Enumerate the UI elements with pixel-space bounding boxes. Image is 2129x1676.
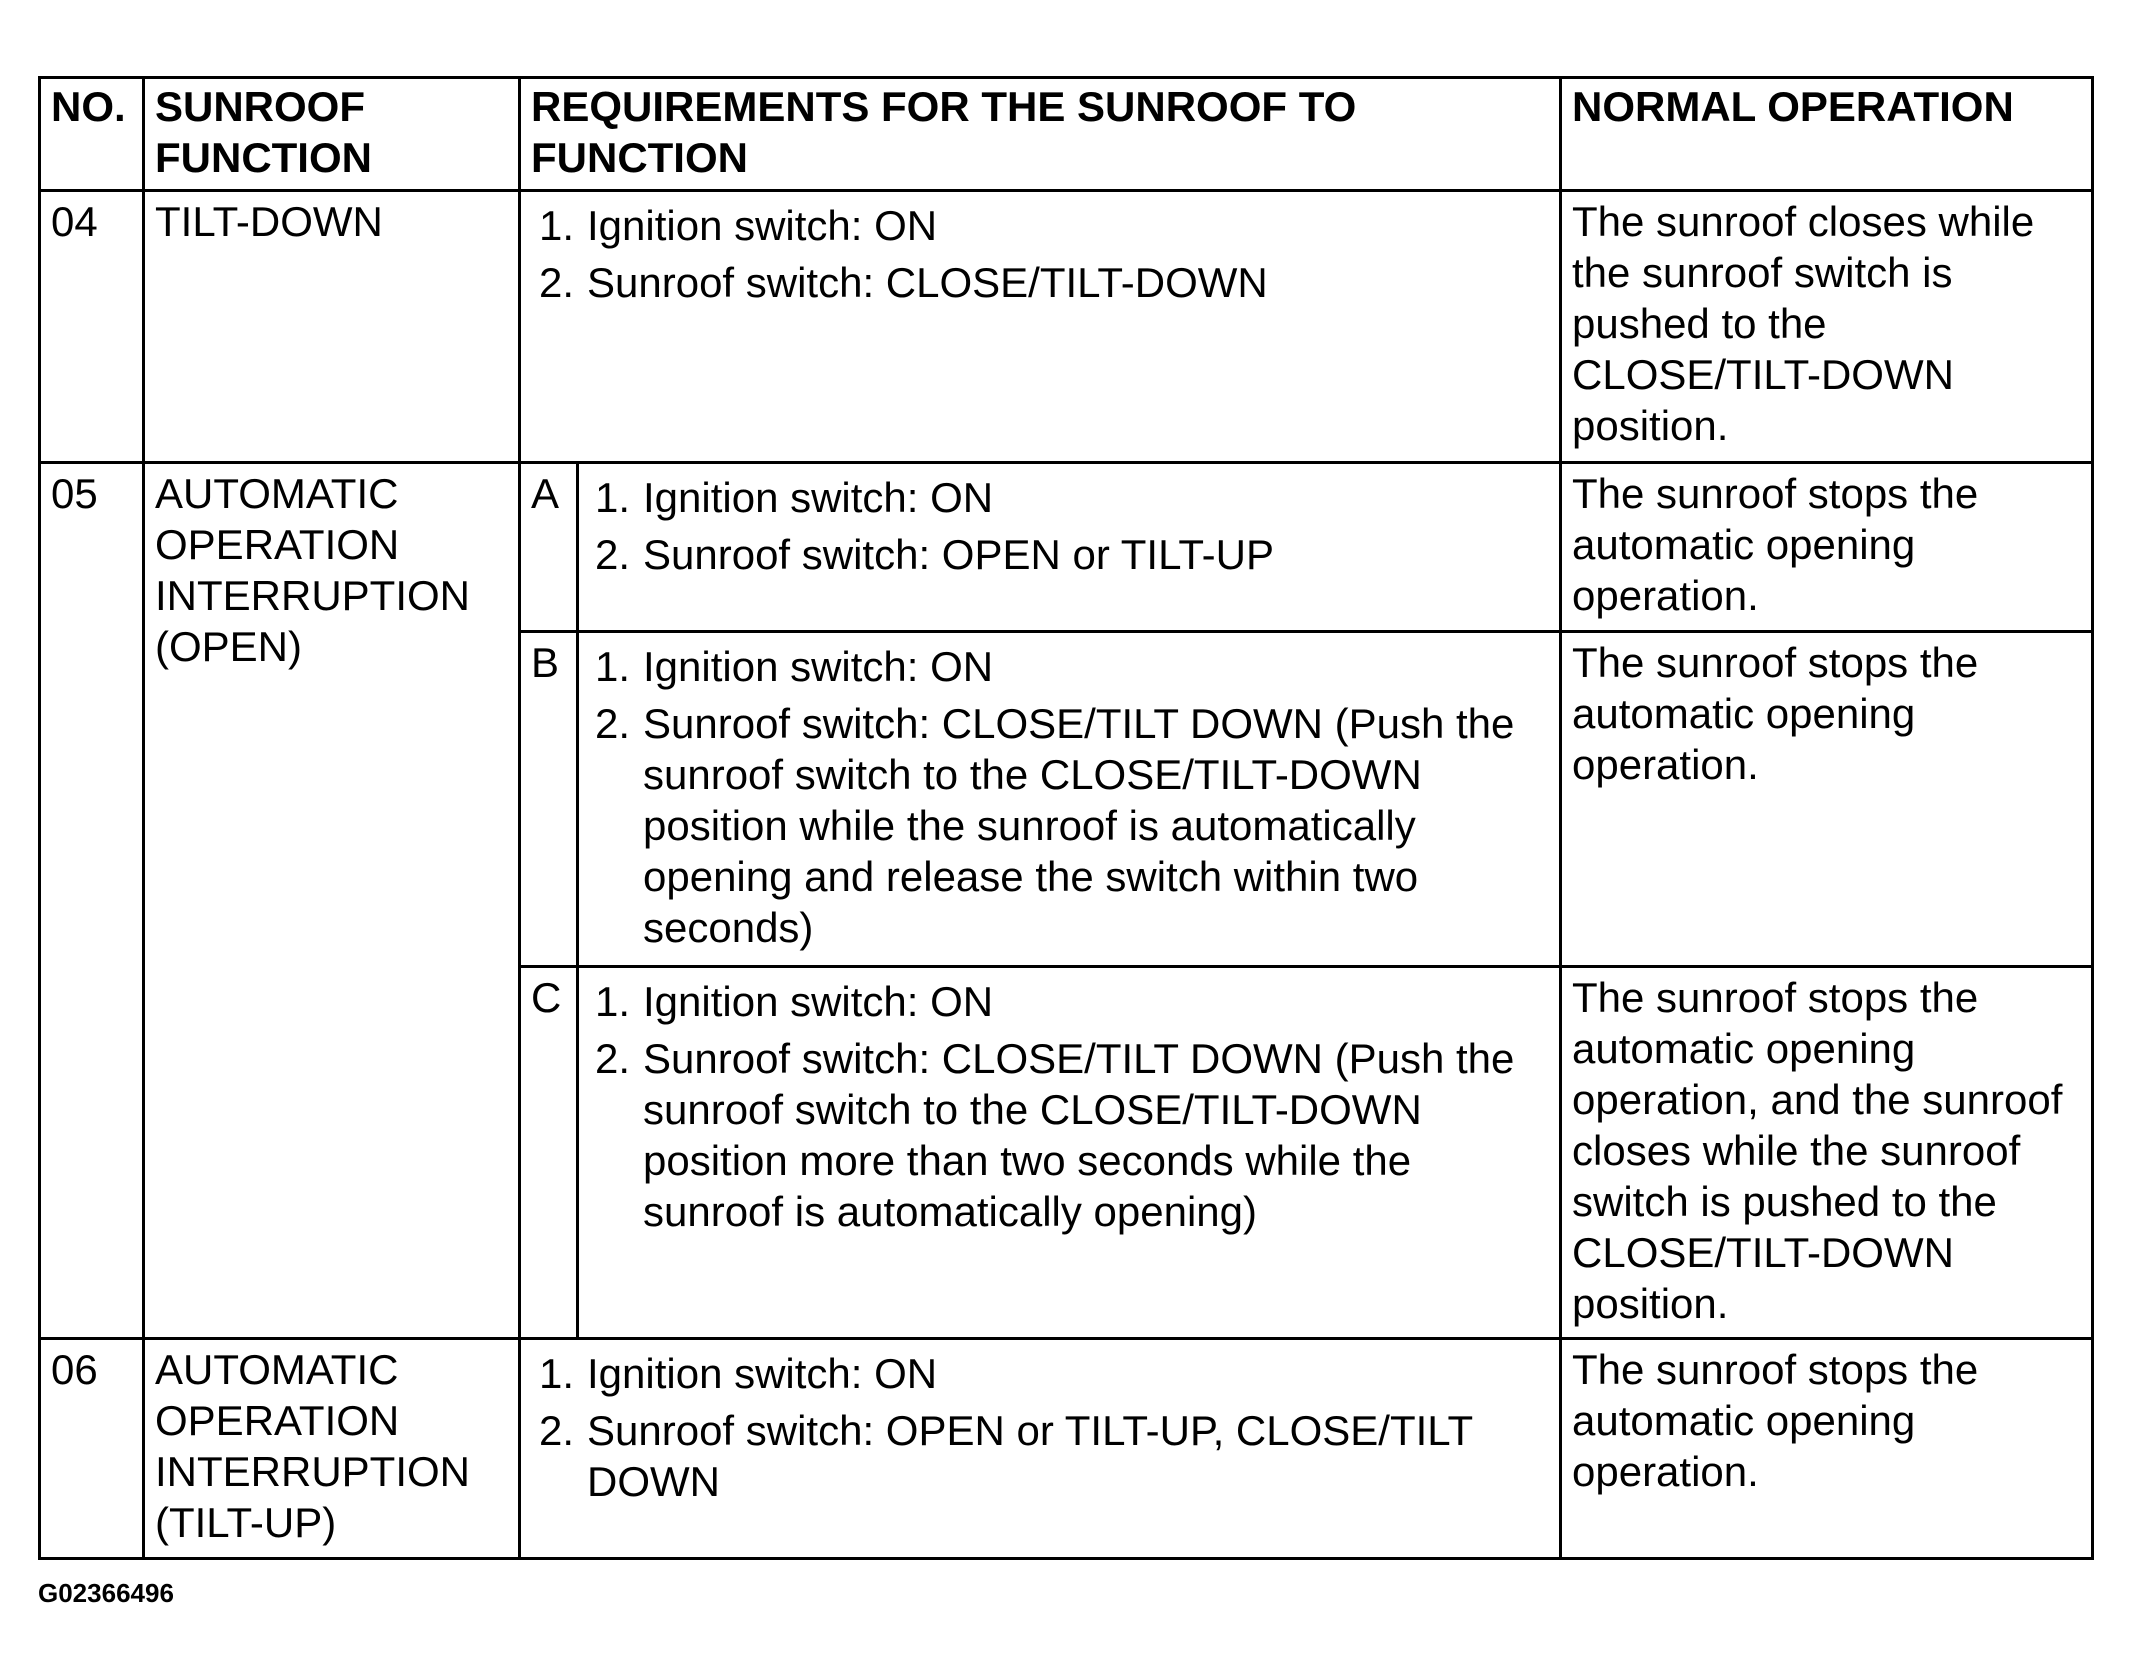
header-no: NO.: [40, 78, 144, 191]
requirement-item: 2. Sunroof switch: CLOSE/TILT-DOWN: [539, 259, 1268, 306]
requirements-list: [589, 976, 1549, 1237]
sunroof-function-table: [38, 76, 2094, 1560]
header-row: [40, 78, 2093, 191]
row-operation: The sunroof closes while the sunroof switch is pushed to the CLOSE/TILT-DOWN position.: [1561, 191, 2093, 463]
requirement-item: 2. Sunroof switch: CLOSE/TILT DOWN (Push the sunroof switch to the CLOSE/TILT-DOWN position more than two seconds while the sunroof is automatically opening): [595, 1035, 1515, 1235]
row-no: 06: [40, 1339, 144, 1559]
figure-id: G02366496: [38, 1578, 174, 1608]
row-operation: The sunroof stops the automatic opening operation.: [1561, 632, 2093, 967]
row-requirements: [520, 1339, 1561, 1559]
subrow-label: A: [520, 463, 578, 632]
table-row-06: [40, 1339, 2093, 1559]
table-row-05a: [40, 463, 2093, 632]
requirement-item: 1. Ignition switch: ON: [539, 202, 938, 249]
subrow-label: B: [520, 632, 578, 967]
requirement-item: 2. Sunroof switch: OPEN or TILT-UP, CLOSE/TILT DOWN: [539, 1407, 1473, 1505]
row-requirements: [520, 191, 1561, 463]
requirement-item: 1. Ignition switch: ON: [539, 1350, 938, 1397]
requirement-item: 1. Ignition switch: ON: [595, 643, 994, 690]
row-function: AUTOMATIC OPERATION INTERRUPTION (OPEN): [144, 463, 520, 1339]
row-no: 05: [40, 463, 144, 1339]
row-function: TILT-DOWN: [144, 191, 520, 463]
row-operation: The sunroof stops the automatic opening operation.: [1561, 463, 2093, 632]
requirements-list: [531, 1348, 1549, 1507]
requirements-list: [589, 641, 1549, 953]
row-operation: The sunroof stops the automatic opening operation, and the sunroof closes while the sunroof switch is pushed to the CLOSE/TILT-DOWN position.: [1561, 967, 2093, 1339]
row-requirements: [578, 967, 1561, 1339]
table-row-04: [40, 191, 2093, 463]
requirement-item: 2. Sunroof switch: OPEN or TILT-UP: [595, 531, 1274, 578]
header-function: SUNROOF FUNCTION: [144, 78, 520, 191]
requirements-list: [589, 472, 1549, 580]
row-function: AUTOMATIC OPERATION INTERRUPTION (TILT-UP): [144, 1339, 520, 1559]
requirements-list: [531, 200, 1549, 308]
row-requirements: [578, 632, 1561, 967]
row-operation: The sunroof stops the automatic opening operation.: [1561, 1339, 2093, 1559]
requirement-item: 2. Sunroof switch: CLOSE/TILT DOWN (Push the sunroof switch to the CLOSE/TILT-DOWN position while the sunroof is automatically opening and release the switch within two seconds): [595, 700, 1515, 951]
requirement-item: 1. Ignition switch: ON: [595, 474, 994, 521]
row-no: 04: [40, 191, 144, 463]
subrow-label: C: [520, 967, 578, 1339]
header-operation: NORMAL OPERATION: [1561, 78, 2093, 191]
row-requirements: [578, 463, 1561, 632]
requirement-item: 1. Ignition switch: ON: [595, 978, 994, 1025]
header-requirements: REQUIREMENTS FOR THE SUNROOF TO FUNCTION: [520, 78, 1561, 191]
